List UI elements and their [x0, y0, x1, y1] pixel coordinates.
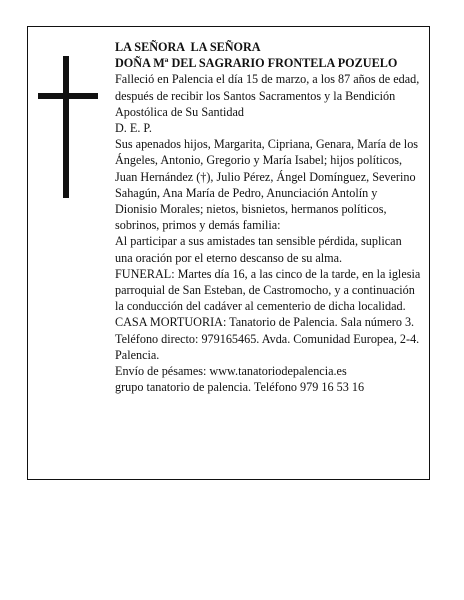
condolences-line: Envío de pésames: www.tanatoriodepalencia.es: [115, 364, 347, 379]
notice-text: [115, 39, 422, 395]
cross-vertical-bar: [63, 56, 69, 198]
deceased-name: DOÑA Mª DEL SAGRARIO FRONTELA POZUELO: [115, 56, 398, 71]
cross-icon: [38, 56, 98, 198]
mortuary-info: CASA MORTUORIA: Tanatorio de Palencia. Sala número 3. Teléfono directo: 979165465. Avda. Comunidad Europea, 2-4. Palencia.: [115, 315, 420, 362]
obituary-notice: [27, 26, 430, 480]
funeral-info: FUNERAL: Martes día 16, a las cinco de la tarde, en la iglesia parroquial de San Esteban, de Castromocho, y a continuación la conducción del cadáver al cementerio de dicha localidad.: [115, 266, 421, 314]
cross-horizontal-bar: [38, 93, 98, 99]
prayer-request: Al participar a sus amistades tan sensible pérdida, suplican una oración por el eterno descanso de su alma.: [115, 234, 402, 265]
funeral-home-line: grupo tanatorio de palencia. Teléfono 979 16 53 16: [115, 380, 365, 395]
family-list: Sus apenados hijos, Margarita, Cipriana, Genara, María de los Ángeles, Antonio, Gregorio y María Isabel; hijos políticos, Juan Hernández (†), Julio Pérez, Ángel Domínguez, Severino Sahagún, Ana María de Pedro, Anunciación Antolín y Dionisio Morales; nietos, bisnietos, hermanos políticos, sobrinos, primos y demás familia:: [115, 137, 419, 233]
death-statement: Falleció en Palencia el día 15 de marzo, a los 87 años de edad, después de recibir los Santos Sacramentos y la Bendición Apostólica de Su Santidad: [115, 72, 420, 119]
notice-heading: LA SEÑORA LA SEÑORA: [115, 40, 261, 54]
dep-line: D. E. P.: [115, 121, 152, 136]
